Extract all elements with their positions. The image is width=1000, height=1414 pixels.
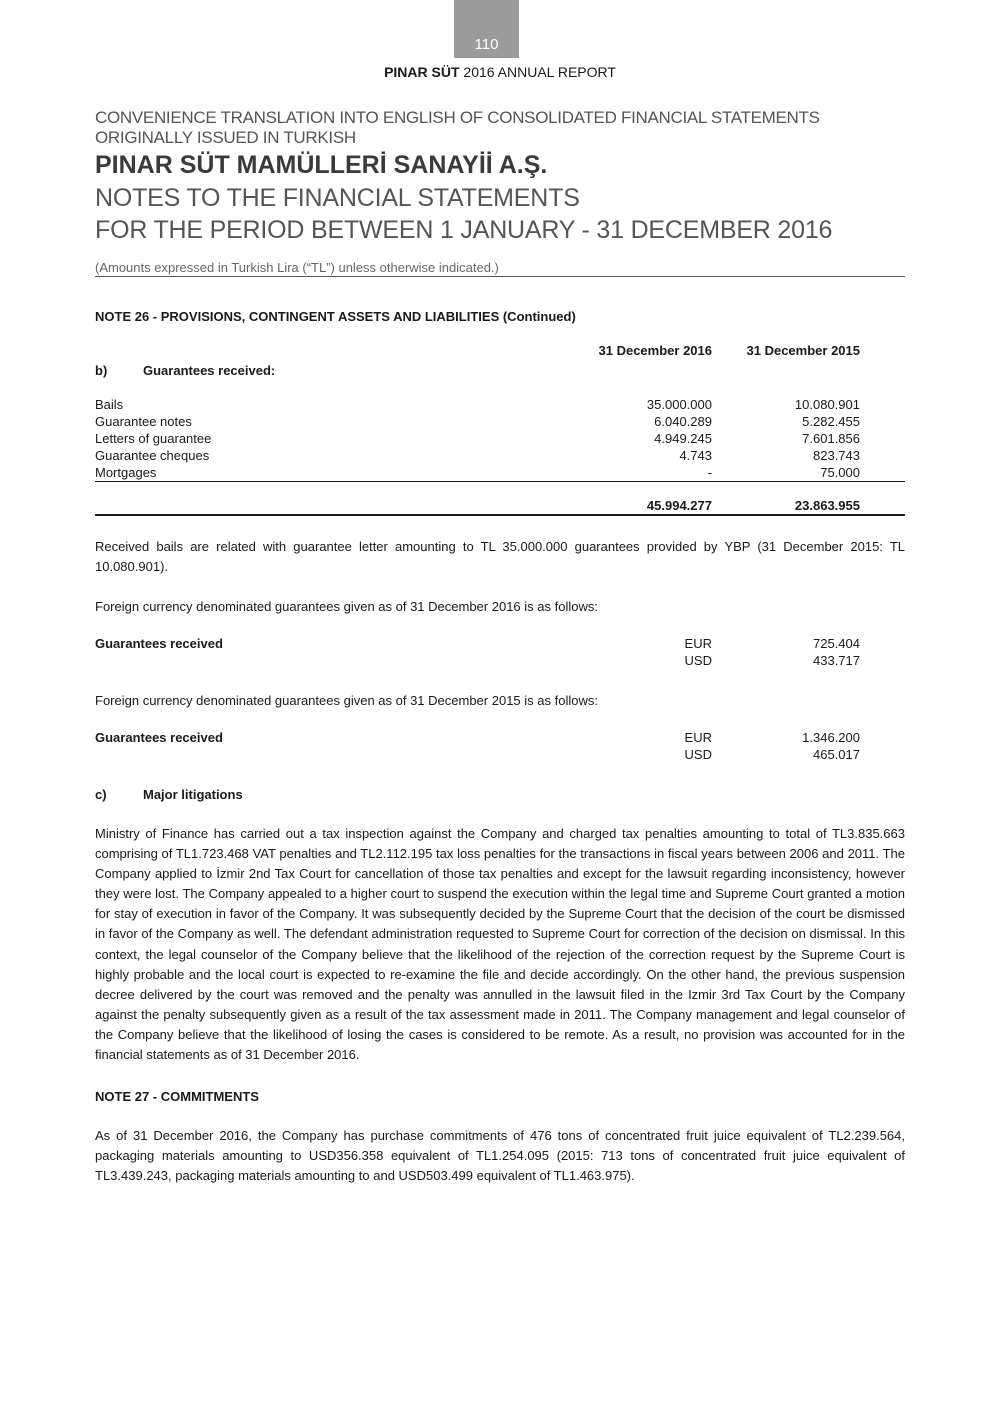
fx-2015-label: Guarantees received — [95, 730, 223, 745]
table-cell-2016: 6.040.289 — [654, 414, 712, 429]
note-26-title: NOTE 26 - PROVISIONS, CONTINGENT ASSETS AND LIABILITIES (Continued) — [95, 309, 576, 324]
report-title-rest: 2016 ANNUAL REPORT — [459, 64, 616, 80]
header-divider — [95, 276, 905, 277]
table-row-label: Guarantee notes — [95, 414, 192, 429]
fx-2016-amount: 725.404 — [813, 636, 860, 651]
table-cell-2015: 10.080.901 — [794, 397, 860, 412]
note-27-title: NOTE 27 - COMMITMENTS — [95, 1089, 259, 1104]
report-brand: PINAR SÜT — [384, 64, 460, 80]
table-cell-2016: 35.000.000 — [646, 397, 712, 412]
table-divider — [95, 481, 905, 482]
table-row-label: Mortgages — [95, 465, 157, 480]
fx-2016-label: Guarantees received — [95, 636, 223, 651]
header-line-1: CONVENIENCE TRANSLATION INTO ENGLISH OF CONSOLIDATED FINANCIAL STATEMENTS — [95, 108, 820, 127]
header-line-4: FOR THE PERIOD BETWEEN 1 JANUARY - 31 DECEMBER 2016 — [95, 216, 833, 244]
table-cell-2015: 75.000 — [820, 465, 860, 480]
fx-2016-currency: EUR — [684, 636, 712, 651]
table-cell-2015: 823.743 — [813, 448, 860, 463]
section-c-title: Major litigations — [143, 787, 243, 802]
table-cell-2016: - — [707, 465, 712, 480]
fx-2015-intro: Foreign currency denominated guarantees given as of 31 December 2015 is as follows: — [95, 693, 598, 708]
column-header-2016: 31 December 2016 — [598, 343, 712, 358]
column-header-2015: 31 December 2015 — [746, 343, 860, 358]
section-b-letter: b) — [95, 363, 108, 378]
header-line-2: ORIGINALLY ISSUED IN TURKISH — [95, 128, 356, 147]
table-cell-2015: 7.601.856 — [802, 431, 860, 446]
header-line-3: NOTES TO THE FINANCIAL STATEMENTS — [95, 184, 580, 212]
fx-2015-amount: 1.346.200 — [802, 730, 860, 745]
company-name: PINAR SÜT MAMÜLLERİ SANAYİİ A.Ş. — [95, 151, 548, 179]
table-cell-2016: 4.949.245 — [654, 431, 712, 446]
table-row-label: Guarantee cheques — [95, 448, 210, 463]
table-cell-2016: 4.743 — [679, 448, 712, 463]
commitments-paragraph: As of 31 December 2016, the Company has purchase commitments of 476 tons of concentrated fruit juice equivalent of TL2.239.564, packaging materials amounting to USD356.358 equivalent of TL1.254.095 (2015: 713 tons of concentrated fruit juice equivalent of TL3.439.243, packaging materials amounting to and USD503.499 equivalent of TL1.463.975). — [95, 1128, 905, 1184]
amounts-note: (Amounts expressed in Turkish Lira (“TL”) unless otherwise indicated.) — [95, 260, 499, 275]
fx-2016-intro: Foreign currency denominated guarantees given as of 31 December 2016 is as follows: — [95, 599, 598, 614]
table-bottom-rule — [95, 514, 905, 516]
table-row-label: Letters of guarantee — [95, 431, 212, 446]
table-row-label: Bails — [95, 397, 124, 412]
bails-paragraph: Received bails are related with guarantee letter amounting to TL 35.000.000 guarantees provided by YBP (31 December 2015: TL 10.080.901). — [95, 539, 905, 575]
section-b-title: Guarantees received: — [143, 363, 276, 378]
fx-2015-amount: 465.017 — [813, 747, 860, 762]
table-cell-2015: 5.282.455 — [802, 414, 860, 429]
fx-2015-currency: EUR — [684, 730, 712, 745]
total-2015: 23.863.955 — [794, 498, 860, 513]
fx-2015-currency: USD — [684, 747, 712, 762]
fx-2016-currency: USD — [684, 653, 712, 668]
report-title — [0, 64, 1000, 80]
section-c-letter: c) — [95, 787, 107, 802]
litigation-paragraph: Ministry of Finance has carried out a tax inspection against the Company and charged tax penalties amounting to total of TL3.835.663 comprising of TL1.723.468 VAT penalties and TL2.112.195 tax loss penalties for the transactions in fiscal years between 2006 and 2011. The Company applied to İzmir 2nd Tax Court for cancellation of those tax penalties and except for the lawsuit regarding inconsistency, however they were lost. The Company appealed to a higher court to suspend the execution within the legal time and Supreme Court granted a motion for stay of execution in favor of the Company. It was subsequently decided by the Supreme Court that the decision of the court be dismissed in favor of the Company as well. The defendant administration requested to Supreme Court for correction of the decision on dismissal. In this context, the legal counselor of the Company believe that the likelihood of the rejection of the correction request by the Supreme Court is highly probable and the local court is expected to re-examine the file and decide accordingly. On the other hand, the previous suspension decree delivered by the court was removed and the penalty was annulled in the lawsuit filed in the Izmir 3rd Tax Court by the Company against the penalty subsequently given as a result of the tax assessment made in 2011. The Company management and legal counselor of the Company believe that the likelihood of losing the cases is considered to be remote. As a result, no provision was accounted for in the financial statements as of 31 December 2016. — [95, 826, 905, 1063]
fx-2016-amount: 433.717 — [813, 653, 860, 668]
total-2016: 45.994.277 — [646, 498, 712, 513]
page-number: 110 — [454, 0, 519, 58]
